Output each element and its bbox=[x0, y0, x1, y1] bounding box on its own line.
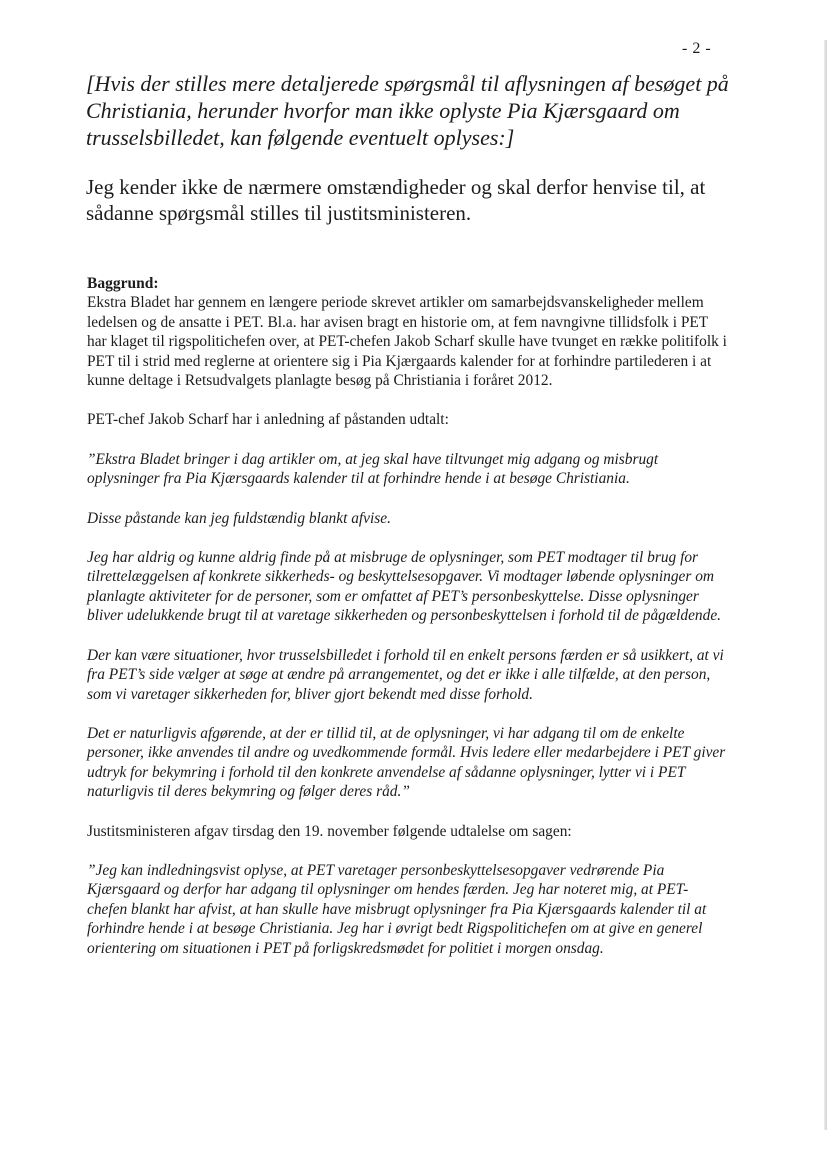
quote-paragraph: Der kan være situationer, hvor trusselsbilledet i forhold til en enkelt persons færden er så usikkert, at vi fra PET’s side vælger at søge at ændre på arrangementet, og det er ikke i alle tilfælde, at den person, som vi varetager sikkerheden for, bliver gjort bekendt med disse forhold. bbox=[87, 646, 724, 703]
quote-paragraph: ”Jeg kan indledningsvist oplyse, at PET varetager personbeskyttelsesopgaver vedrørende Pia Kjærsgaard og derfor har adgang til oplysninger om hendes færden. Jeg har noteret mig, at PET-chefen blankt har afvist, at han skulle have misbrugt oplysninger fra Pia Kjærsgaards kalender til at forhindre hende i at besøge Christiania. Jeg har i øvrigt bedt Rigspolitichefen om at give en generel orientering om situationen i PET på forligskredsmødet for politiet i morgen onsdag. bbox=[87, 861, 707, 957]
background-paragraph: Ekstra Bladet har gennem en længere periode skrevet artikler om samarbejdsvanskeligheder mellem ledelsen og de ansatte i PET. Bl.a. har avisen bragt en historie om, at fem navngivne tillidsfolk i PET har klaget til rigspolitichefen over, at PET-chefen Jakob Scharf skulle have tvunget en række politifolk i PET til i strid med reglerne at orientere sig i Pia Kjærgaards kalender for at forhindre partilederen i at kunne deltage i Retsudvalgets planlagte besøg på Christiania i foråret 2012. bbox=[87, 294, 727, 390]
quote-paragraph: Disse påstande kan jeg fuldstændig blankt afvise. bbox=[87, 509, 391, 527]
page-number: - 2 - bbox=[682, 40, 712, 57]
quote-paragraph: Det er naturligvis afgørende, at der er tillid til, at de oplysninger, vi har adgang til om de enkelte personer, ikke anvendes til andre og uvedkommende formål. Hvis ledere eller medarbejdere i PET giver udtryk for bekymring i forhold til den konkrete anvendelse af sådanne oplysninger, lytter vi i PET naturligvis til deres bekymring og følger deres råd.” bbox=[87, 724, 726, 801]
intro-question: [Hvis der stilles mere detaljerede spørgsmål til aflysningen af besøget på Christiania, herunder hvorfor man ikke oplyste Pia Kjærsgaard om trusselsbilledet, kan følgende eventuelt oplyses:] bbox=[86, 71, 729, 150]
quote-paragraph: ”Ekstra Bladet bringer i dag artikler om, at jeg skal have tiltvunget mig adgang og misbrugt oplysninger fra Pia Kjærsgaards kalender til at forhindre hende i at besøge Christiania. bbox=[87, 450, 659, 488]
background-paragraph: Justitsministeren afgav tirsdag den 19. november følgende udtalelse om sagen: bbox=[87, 822, 572, 840]
quote-paragraph: Jeg har aldrig og kunne aldrig finde på at misbruge de oplysninger, som PET modtager til brug for tilrettelæggelsen af konkrete sikkerheds- og beskyttelsesopgaver. Vi modtager løbende oplysninger om planlagte aktiviteter for de personer, som er omfattet af PET’s personbeskyttelse. Disse oplysninger bliver udelukkende brugt til at varetage sikkerheden og personbeskyttelsen i forhold til de pågældende. bbox=[87, 549, 722, 625]
background-section bbox=[87, 274, 727, 958]
background-heading: Baggrund: bbox=[87, 275, 159, 292]
answer-statement: Jeg kender ikke de nærmere omstændigheder og skal derfor henvise til, at sådanne spørgsmål stilles til justitsministeren. bbox=[86, 175, 706, 225]
background-paragraph: PET-chef Jakob Scharf har i anledning af påstanden udtalt: bbox=[87, 411, 449, 429]
